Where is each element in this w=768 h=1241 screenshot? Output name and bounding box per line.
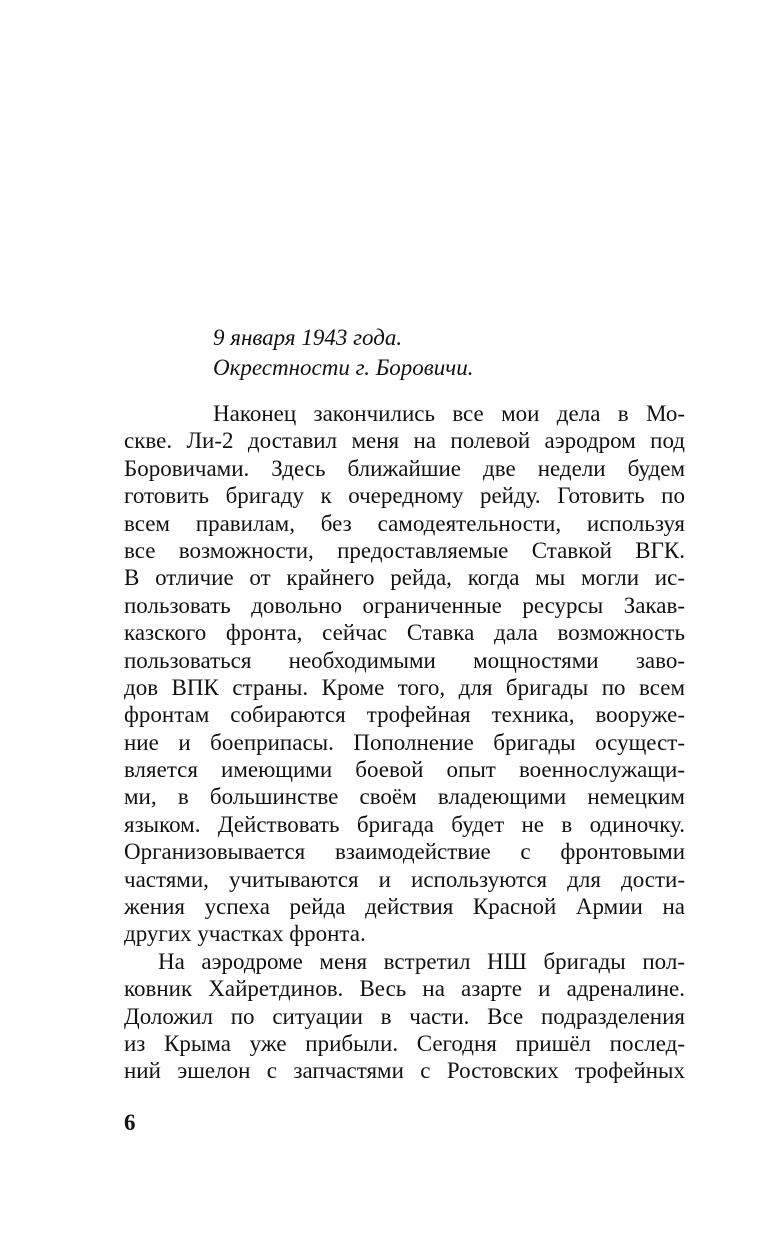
text-line: всем правилам, без самодеятельности, используя: [124, 510, 685, 536]
chapter-heading: [213, 323, 693, 383]
text-line: казского фронта, сейчас Ставка дала возможность: [124, 620, 685, 646]
text-line: все возможности, предоставляемые Ставкой ВГК.: [124, 537, 685, 563]
paragraph-2: [124, 948, 685, 1085]
page-number: 6: [124, 1110, 136, 1135]
text-line: жения успеха рейда действия Красной Армии на: [124, 894, 685, 920]
body-text: [124, 400, 685, 1085]
text-line: языком. Действовать бригада будет не в одиночку.: [124, 811, 685, 837]
heading-place: Окрестности г. Боровичи.: [213, 355, 474, 380]
text-line: пользовать довольно ограниченные ресурсы Закав-: [124, 592, 685, 618]
text-line: Организовывается взаимодействие с фронтовыми: [124, 839, 685, 865]
text-line: из Крыма уже прибыли. Сегодня пришёл послед-: [124, 1030, 685, 1056]
text-line: дов ВПК страны. Кроме того, для бригады по всем: [124, 674, 685, 700]
text-line: пользоваться необходимыми мощностями заво-: [124, 647, 685, 673]
text-line: ние и боеприпасы. Пополнение бригады осущест-: [124, 729, 685, 755]
text-line: скве. Ли-2 доставил меня на полевой аэродром под: [124, 428, 685, 454]
text-line: В отличие от крайнего рейда, когда мы могли ис-: [124, 565, 685, 591]
text-line: готовить бригаду к очередному рейду. Готовить по: [124, 483, 685, 509]
paragraph-1: [124, 400, 685, 948]
text-line: Доложил по ситуации в части. Все подразделения: [124, 1003, 685, 1029]
text-line: фронтам собираются трофейная техника, вооруже-: [124, 702, 685, 728]
text-line: ми, в большинстве своём владеющими немецким: [124, 784, 685, 810]
text-line: ковник Хайретдинов. Весь на азарте и адреналине.: [124, 976, 685, 1002]
text-line: ний эшелон с запчастями с Ростовских трофейных: [124, 1058, 685, 1084]
text-line: Наконец закончились все мои дела в Мо-: [213, 401, 685, 426]
text-line: На аэродроме меня встретил НШ бригады пол-: [158, 948, 685, 974]
text-line: Боровичами. Здесь ближайшие две недели будем: [124, 455, 685, 481]
text-line: частями, учитываются и используются для дости-: [124, 866, 685, 892]
text-line: других участках фронта.: [124, 921, 366, 947]
text-line: вляется имеющими боевой опыт военнослужащи-: [124, 757, 685, 783]
heading-date: 9 января 1943 года.: [213, 325, 403, 350]
